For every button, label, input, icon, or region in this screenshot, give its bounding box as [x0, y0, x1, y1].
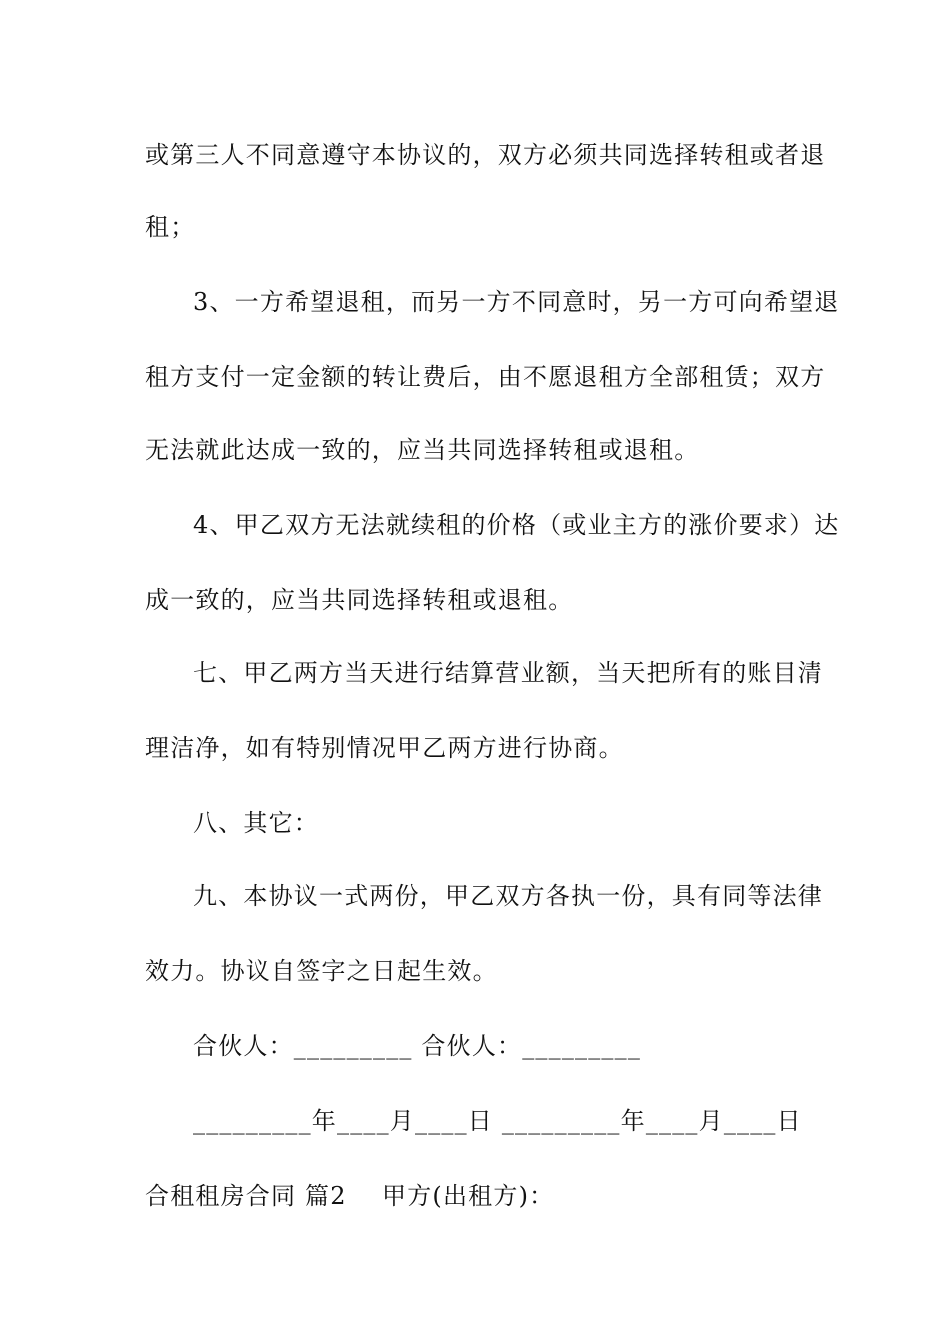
clause-8-line: 八、其它： [193, 809, 319, 837]
clause-9-line: 九、本协议一式两份，甲乙双方各执一份，具有同等法律 [193, 882, 823, 910]
clause-4-line: 4、甲乙双方无法就续租的价格（或业主方的涨价要求）达 [193, 511, 840, 539]
signature-date-line: _________年____月____日 _________年____月____日 [193, 1107, 802, 1135]
paragraph-line: 无法就此达成一致的，应当共同选择转租或退租。 [145, 436, 700, 464]
paragraph-line: 租方支付一定金额的转让费后，由不愿退租方全部租赁；双方 [145, 363, 826, 391]
paragraph-line: 或第三人不同意遵守本协议的，双方必须共同选择转租或者退 [145, 141, 826, 169]
paragraph-line: 效力。协议自签字之日起生效。 [145, 957, 498, 985]
contract-2-heading: 合租租房合同 篇2 甲方(出租方)： [145, 1182, 555, 1210]
paragraph-line: 理洁净，如有特别情况甲乙两方进行协商。 [145, 734, 624, 762]
partner-signature-line: 合伙人：_________ 合伙人：_________ [193, 1032, 642, 1060]
clause-7-line: 七、甲乙两方当天进行结算营业额，当天把所有的账目清 [193, 659, 823, 687]
paragraph-line: 成一致的，应当共同选择转租或退租。 [145, 586, 574, 614]
clause-3-line: 3、一方希望退租，而另一方不同意时，另一方可向希望退 [193, 288, 840, 316]
paragraph-line: 租； [145, 213, 196, 241]
